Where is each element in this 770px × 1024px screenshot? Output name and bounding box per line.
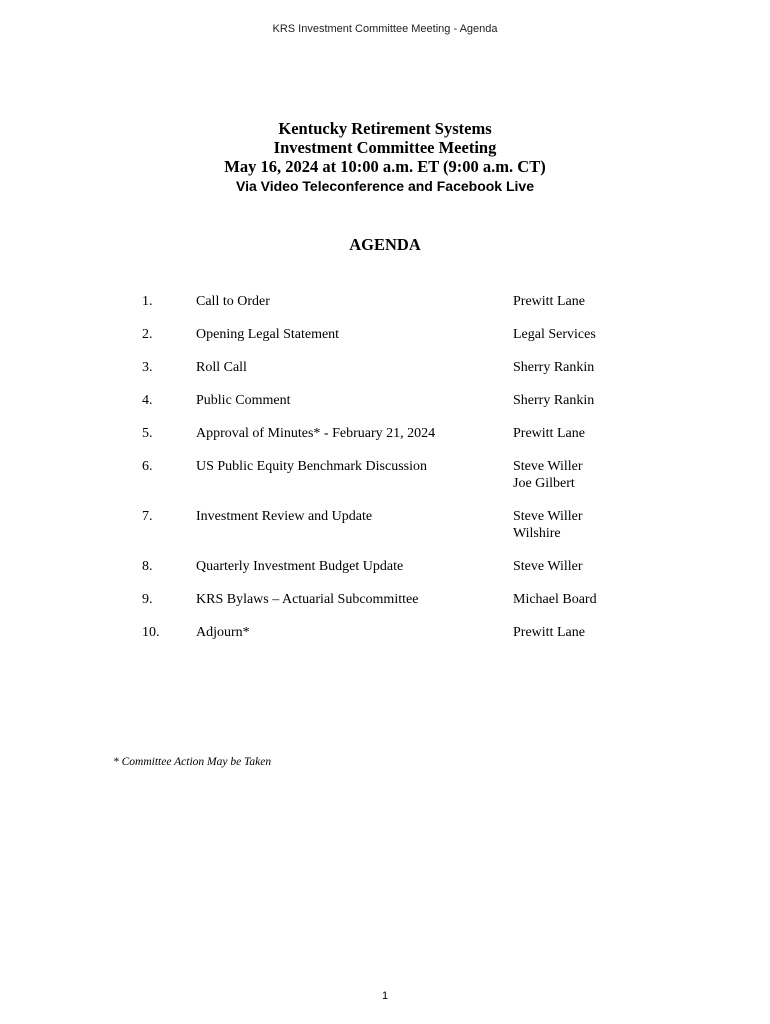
agenda-item-presenters: [513, 392, 594, 409]
agenda-item-title: Roll Call: [196, 360, 247, 375]
agenda-item-title: US Public Equity Benchmark Discussion: [196, 459, 427, 474]
agenda-item-title: Adjourn*: [196, 625, 250, 640]
agenda-item-number: 1.: [142, 294, 153, 309]
agenda-item-presenters: [513, 293, 585, 310]
agenda-item-title: Call to Order: [196, 294, 270, 309]
page-number: 1: [381, 990, 389, 1002]
agenda-item-presenters: [513, 359, 594, 376]
footnote: * Committee Action May be Taken: [113, 756, 272, 768]
presenter-name: Prewitt Lane: [513, 294, 585, 309]
agenda-item-number: 7.: [142, 509, 153, 524]
agenda-item-number: 6.: [142, 459, 153, 474]
presenter-name: Prewitt Lane: [513, 426, 585, 441]
agenda-item-presenters: [513, 591, 597, 608]
agenda-item-number: 8.: [142, 559, 153, 574]
presenter-name: Sherry Rankin: [513, 393, 595, 408]
presenter-name: Steve Willer: [513, 459, 583, 474]
agenda-item-presenters: [513, 425, 585, 442]
agenda-item-presenters: [513, 326, 596, 343]
agenda-item-number: 3.: [142, 360, 153, 375]
title-block: [0, 119, 770, 196]
agenda-item-title: KRS Bylaws – Actuarial Subcommittee: [196, 592, 419, 607]
presenter-name: Legal Services: [513, 327, 596, 342]
organization-name: Kentucky Retirement Systems: [278, 119, 492, 138]
agenda-item-presenters: [513, 458, 583, 492]
agenda-item-title: Quarterly Investment Budget Update: [196, 559, 404, 574]
agenda-item-presenters: [513, 624, 585, 641]
agenda-heading: AGENDA: [349, 235, 421, 254]
agenda-item-title: Approval of Minutes* - February 21, 2024: [196, 426, 436, 441]
presenter-name: Steve Willer: [513, 559, 583, 574]
presenter-name: Joe Gilbert: [513, 476, 575, 491]
agenda-item-presenters: [513, 508, 583, 542]
presenter-name: Prewitt Lane: [513, 625, 585, 640]
meeting-name: Investment Committee Meeting: [273, 138, 497, 157]
agenda-item-number: 10.: [142, 625, 160, 640]
presenter-name: Wilshire: [513, 526, 561, 541]
agenda-item-title: Opening Legal Statement: [196, 327, 340, 342]
agenda-item-title: Public Comment: [196, 393, 291, 408]
presenter-name: Steve Willer: [513, 509, 583, 524]
agenda-item-presenters: [513, 558, 583, 575]
agenda-item-number: 9.: [142, 592, 153, 607]
agenda-item-title: Investment Review and Update: [196, 509, 373, 524]
presenter-name: Sherry Rankin: [513, 360, 595, 375]
running-header: KRS Investment Committee Meeting - Agenda: [272, 23, 498, 35]
agenda-item-number: 4.: [142, 393, 153, 408]
agenda-item-number: 5.: [142, 426, 153, 441]
agenda-item-number: 2.: [142, 327, 153, 342]
meeting-date-time: May 16, 2024 at 10:00 a.m. ET (9:00 a.m. CT): [224, 157, 546, 176]
presenter-name: Michael Board: [513, 592, 597, 607]
meeting-venue: Via Video Teleconference and Facebook Live: [236, 178, 534, 194]
